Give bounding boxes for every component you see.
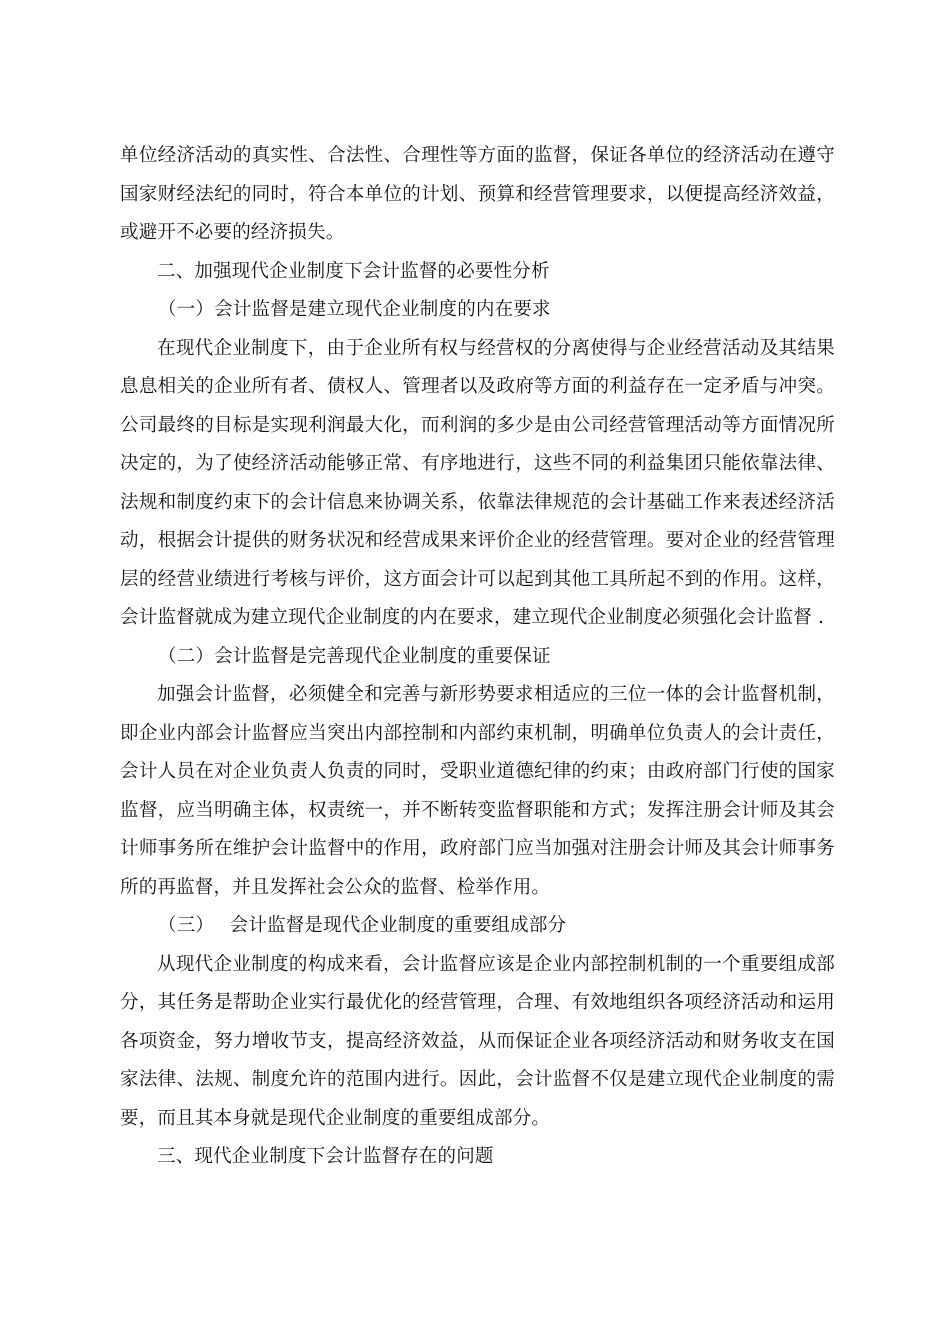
document-body xyxy=(120,137,835,1177)
paragraph-internal-requirement: 在现代企业制度下，由于企业所有权与经营权的分离使得与企业经营活动及其结果息息相关的企业所有者、债权人、管理者以及政府等方面的利益存在一定矛盾与冲突。公司最终的目标是实现利润最大化，而利润的多少是由公司经营管理活动等方面情况所决定的，为了使经济活动能够正常、有序地进行，这些不同的利益集团只能依靠法律、法规和制度约束下的会计信息来协调关系，依靠法律规范的会计基础工作来表述经济活动，根据会计提供的财务状况和经营成果来评价企业的经营管理。要对企业的经营管理层的经营业绩进行考核与评价，这方面会计可以起到其他工具所起不到的作用。这样，会计监督就成为建立现代企业制度的内在要求，建立现代企业制度必须强化会计监督 . xyxy=(120,337,835,628)
subsection-heading-3: （三） 会计监督是现代企业制度的重要组成部分 xyxy=(158,915,567,936)
section-heading-2: 二、加强现代企业制度下会计监督的必要性分析 xyxy=(157,260,550,282)
section-heading-3: 三、现代企业制度下会计监督存在的问题 xyxy=(157,1146,494,1167)
subsection-heading-1: （一）会计监督是建立现代企业制度的内在要求 xyxy=(158,299,551,320)
paragraph-guarantee: 加强会计监督，必须健全和完善与新形势要求相适应的三位一体的会计监督机制，即企业内部会计监督应当突出内部控制和内部约束机制，明确单位负责人的会计责任，会计人员在对企业负责人负责的同时，受职业道德纪律的约束；由政府部门行使的国家监督，应当明确主体，权责统一，并不断转变监督职能和方式；发挥注册会计师及其会计师事务所在维护会计监督中的作用，政府部门应当加强对注册会计师及其会计师事务所的再监督，并且发挥社会公众的监督、检举作用。 xyxy=(120,684,835,898)
subsection-heading-2: （二）会计监督是完善现代企业制度的重要保证 xyxy=(158,645,551,667)
paragraph-component: 从现代企业制度的构成来看，会计监督应该是企业内部控制机制的一个重要组成部分，其任务是帮助企业实行最优化的经营管理，合理、有效地组织各项经济活动和运用各项资金，努力增收节支，提高经济效益，从而保证企业各项经济活动和财务收支在国家法律、法规、制度允许的范围内进行。因此，会计监督不仅是建立现代企业制度的需要，而且其本身就是现代企业制度的重要组成部分。 xyxy=(120,953,835,1129)
paragraph-continued: 单位经济活动的真实性、合法性、合理性等方面的监督，保证各单位的经济活动在遵守国家财经法纪的同时，符合本单位的计划、预算和经营管理要求，以便提高经济效益，或避开不必要的经济损失。 xyxy=(120,145,835,243)
